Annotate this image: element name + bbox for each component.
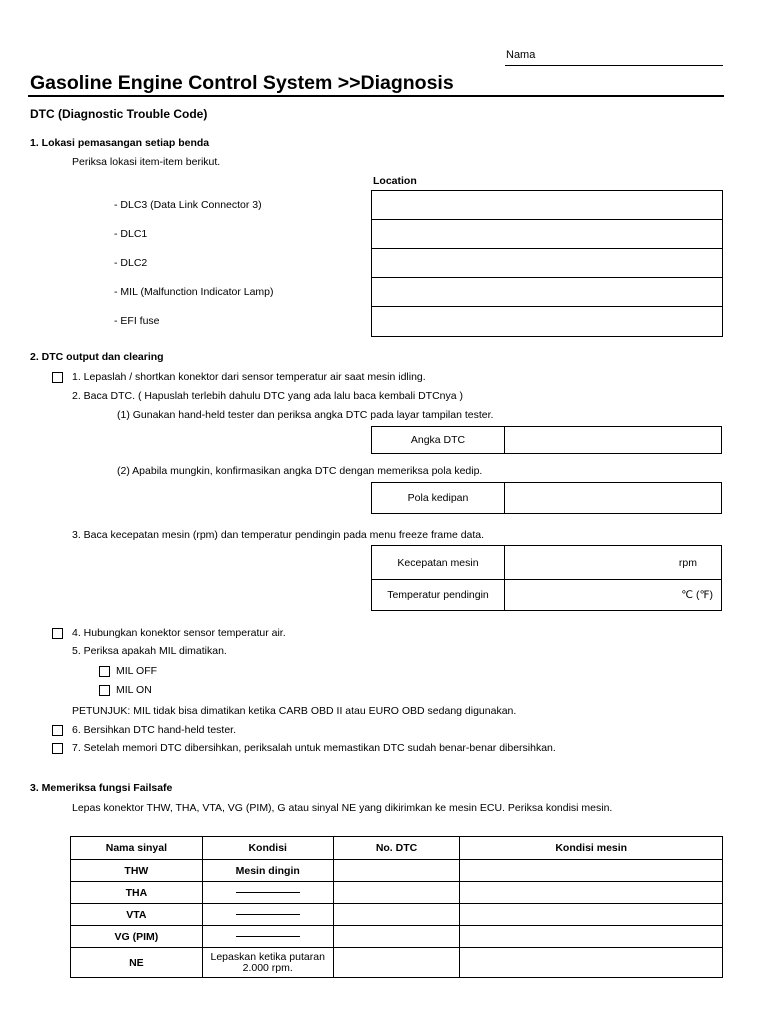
signal-cell: THA (71, 882, 203, 904)
mil-off-checkbox[interactable] (99, 666, 110, 677)
step1-text: 1. Lepaslah / shortkan konektor dari sensor temperatur air saat mesin idling. (72, 371, 426, 383)
table-row (71, 926, 723, 948)
no-dtc-cell[interactable] (333, 860, 460, 882)
kondisi-mesin-cell[interactable] (460, 904, 723, 926)
location-item-dlc3: - DLC3 (Data Link Connector 3) (114, 199, 262, 211)
table-row (71, 882, 723, 904)
kondisi-cell: Mesin dingin (202, 860, 333, 882)
blank-line (236, 914, 300, 915)
location-field-mil[interactable] (371, 277, 723, 307)
kondisi-mesin-cell[interactable] (460, 882, 723, 904)
table-row (71, 904, 723, 926)
mil-on-label: MIL ON (116, 684, 152, 696)
mil-off-label: MIL OFF (116, 665, 158, 677)
step2-2-text: (2) Apabila mungkin, konfirmasikan angka DTC dengan memeriksa pola kedip. (117, 465, 483, 477)
title-rule (28, 95, 724, 97)
angka-dtc-field[interactable] (504, 426, 722, 454)
location-field-dlc2[interactable] (371, 248, 723, 278)
temperatur-field[interactable] (504, 579, 722, 611)
signal-cell: THW (71, 860, 203, 882)
step7-text: 7. Setelah memori DTC dibersihkan, periksalah untuk memastikan DTC sudah benar-benar dibersihkan. (72, 742, 556, 754)
step4-text: 4. Hubungkan konektor sensor temperatur air. (72, 627, 286, 639)
location-field-dlc1[interactable] (371, 219, 723, 249)
header-kondisi-mesin: Kondisi mesin (460, 837, 723, 860)
header-no-dtc: No. DTC (333, 837, 460, 860)
table-header-row (71, 837, 723, 860)
step5-text: 5. Periksa apakah MIL dimatikan. (72, 645, 227, 657)
kondisi-mesin-cell[interactable] (460, 860, 723, 882)
page-title: Gasoline Engine Control System >>Diagnosis (30, 72, 454, 94)
pola-kedipan-label: Pola kedipan (407, 492, 469, 504)
kondisi-cell (202, 882, 333, 904)
section2-heading: 2. DTC output dan clearing (30, 351, 164, 363)
location-item-dlc2: - DLC2 (114, 257, 148, 269)
step3-text: 3. Baca kecepatan mesin (rpm) dan temperatur pendingin pada menu freeze frame data. (72, 529, 485, 541)
step2-text: 2. Baca DTC. ( Hapuslah terlebih dahulu DTC yang ada lalu baca kembali DTCnya ) (72, 390, 464, 402)
section1-instruction: Periksa lokasi item-item berikut. (72, 156, 221, 168)
table-row (71, 860, 723, 882)
signal-cell: VTA (71, 904, 203, 926)
section1-heading: 1. Lokasi pemasangan setiap benda (30, 137, 210, 149)
header-kondisi: Kondisi (202, 837, 333, 860)
kecepatan-field[interactable] (504, 545, 722, 580)
no-dtc-cell[interactable] (333, 882, 460, 904)
mil-on-checkbox[interactable] (99, 685, 110, 696)
angka-dtc-label: Angka DTC (410, 434, 466, 446)
petunjuk-note: PETUNJUK: MIL tidak bisa dimatikan ketika CARB OBD II atau EURO OBD sedang digunakan. (72, 705, 517, 717)
step4-checkbox[interactable] (52, 628, 63, 639)
pola-kedipan-field[interactable] (504, 482, 722, 514)
step1-checkbox[interactable] (52, 372, 63, 383)
location-item-efi-fuse: - EFI fuse (114, 315, 160, 327)
page-subtitle: DTC (Diagnostic Trouble Code) (30, 107, 208, 121)
signal-cell: NE (71, 948, 203, 978)
location-item-dlc1: - DLC1 (114, 228, 148, 240)
no-dtc-cell[interactable] (333, 948, 460, 978)
blank-line (236, 892, 300, 893)
location-field-dlc3[interactable] (371, 190, 723, 220)
step6-text: 6. Bersihkan DTC hand-held tester. (72, 724, 237, 736)
name-label: Nama (506, 49, 536, 61)
step2-1-text: (1) Gunakan hand-held tester dan periksa angka DTC pada layar tampilan tester. (117, 409, 494, 421)
angka-dtc-label-cell (371, 426, 505, 454)
kondisi-cell (202, 904, 333, 926)
step7-checkbox[interactable] (52, 743, 63, 754)
temperatur-label: Temperatur pendingin (387, 589, 489, 601)
kondisi-mesin-cell[interactable] (460, 926, 723, 948)
failsafe-table (70, 836, 723, 978)
section3-instruction: Lepas konektor THW, THA, VTA, VG (PIM), G atau sinyal NE yang dikirimkan ke mesin ECU. Periksa kondisi mesin. (72, 802, 613, 814)
table-row (71, 948, 723, 978)
kondisi-mesin-cell[interactable] (460, 948, 723, 978)
header-nama-sinyal: Nama sinyal (71, 837, 203, 860)
kecepatan-label-cell (371, 545, 505, 580)
pola-kedipan-label-cell (371, 482, 505, 514)
kecepatan-label: Kecepatan mesin (397, 556, 479, 569)
signal-cell: VG (PIM) (71, 926, 203, 948)
section3-heading: 3. Memeriksa fungsi Failsafe (30, 782, 173, 794)
location-field-efi-fuse[interactable] (371, 306, 723, 337)
no-dtc-cell[interactable] (333, 926, 460, 948)
temperatur-unit: ℃ (℉) (681, 589, 713, 601)
kecepatan-unit: rpm (678, 556, 697, 569)
no-dtc-cell[interactable] (333, 904, 460, 926)
step6-checkbox[interactable] (52, 725, 63, 736)
location-item-mil: - MIL (Malfunction Indicator Lamp) (114, 286, 274, 298)
kondisi-cell: Lepaskan ketika putaran 2.000 rpm. (202, 948, 333, 978)
blank-line (236, 936, 300, 937)
temperatur-label-cell (371, 579, 505, 611)
kondisi-cell (202, 926, 333, 948)
name-field[interactable] (505, 65, 723, 66)
location-header: Location (373, 175, 417, 187)
